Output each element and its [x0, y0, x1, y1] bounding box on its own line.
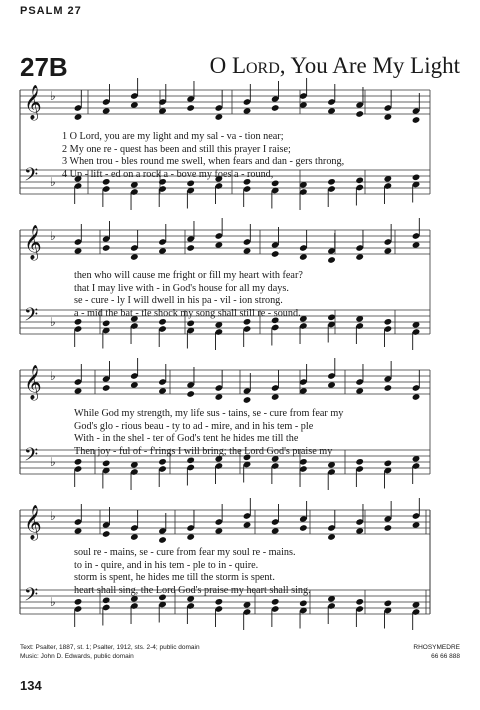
- treble-clef-icon: 𝄞: [24, 225, 42, 260]
- hymn-number: 27B: [20, 52, 68, 82]
- system-1-lyrics: [62, 131, 430, 181]
- note-head: [271, 598, 280, 606]
- note-head: [74, 598, 83, 606]
- flat-icon: ♭: [50, 315, 56, 329]
- tune-name: RHOSYMEDRE: [413, 644, 460, 651]
- note-head: [355, 458, 364, 466]
- note-head: [412, 116, 421, 124]
- flat-icon: ♭: [50, 175, 56, 189]
- note-head: [186, 390, 195, 398]
- treble-clef-icon: 𝄞: [24, 85, 42, 120]
- lyric-line: to in - quire, and in his tem - ple to in - quire.: [74, 559, 259, 571]
- note-head: [384, 524, 393, 532]
- flat-icon: ♭: [50, 455, 56, 469]
- music-credit: Music: John D. Edwards, public domain: [20, 653, 134, 660]
- note-head: [102, 597, 111, 605]
- text-credit: Text: Psalter, 1887, st. 1; Psalter, 1912, sts. 2-4; public domain: [20, 644, 200, 651]
- hymn-title: O Lord, You Are My Light: [209, 53, 460, 78]
- note-head: [384, 460, 393, 468]
- treble-clef-icon: 𝄞: [24, 505, 42, 540]
- treble-clef-icon: 𝄞: [24, 365, 42, 400]
- note-head: [299, 524, 308, 532]
- lyric-line: God's glo - rious beau - ty to ad - mire, and in his tem - ple: [74, 420, 314, 432]
- lyric-line: 1 O Lord, you are my light and my sal - va - tion near;: [62, 131, 284, 142]
- lyric-line: se - cure - ly I will dwell in his pa - vil - ion strong.: [74, 295, 283, 306]
- note-head: [215, 598, 224, 606]
- bass-clef-icon: 𝄢: [24, 585, 39, 610]
- meter: 66 66 888: [431, 653, 460, 660]
- lyric-line: 4 Up - lift - ed on a rock a - bove my foes a - round,: [62, 168, 274, 180]
- flat-icon: ♭: [50, 509, 56, 523]
- lyric-line: that I may live with - in God's house for all my days.: [74, 282, 289, 294]
- lyric-line: soul re - mains, se - cure from fear my soul re - mains.: [74, 547, 296, 558]
- footer-credits: [20, 643, 200, 661]
- page-number: 134: [20, 678, 42, 693]
- system-3-lyrics: [74, 408, 420, 458]
- note-head: [158, 458, 167, 466]
- note-head: [271, 104, 280, 112]
- note-head: [384, 384, 393, 392]
- note-head: [271, 250, 280, 258]
- note-head: [74, 458, 83, 466]
- flat-icon: ♭: [50, 595, 56, 609]
- note-head: [102, 244, 111, 252]
- note-head: [355, 110, 364, 118]
- bass-clef-icon: 𝄢: [24, 165, 39, 190]
- lyric-line: With - in the shel - ter of God's tent he hides me till the: [74, 433, 299, 444]
- flat-icon: ♭: [50, 369, 56, 383]
- note-head: [243, 396, 252, 404]
- note-head: [158, 536, 167, 544]
- note-head: [102, 320, 111, 328]
- note-head: [384, 600, 393, 608]
- lyric-line: 2 My one re - quest has been and still this prayer I raise;: [62, 143, 291, 155]
- lyric-line: While God my strength, my life sus - tains, se - cure from fear my: [74, 408, 344, 419]
- lyric-line: heart shall sing, the Lord God's praise my heart shall sing.: [74, 584, 311, 596]
- note-head: [355, 598, 364, 606]
- lyric-line: a - mid the bat - tle shock my song shall still re - sound.: [74, 307, 301, 319]
- system-4-lyrics: [74, 547, 408, 597]
- note-head: [299, 600, 308, 608]
- lyric-line: storm is spent, he hides me till the storm is spent.: [74, 572, 275, 583]
- lyric-line: then who will cause me fright or fill my heart with fear?: [74, 270, 303, 281]
- note-head: [102, 460, 111, 468]
- note-head: [186, 104, 195, 112]
- bass-clef-icon: 𝄢: [24, 305, 39, 330]
- note-head: [102, 384, 111, 392]
- bass-clef-icon: 𝄢: [24, 445, 39, 470]
- note-head: [327, 256, 336, 264]
- system-2-lyrics: [74, 270, 414, 320]
- flat-icon: ♭: [50, 89, 56, 103]
- lyric-line: Then joy - ful of - f'rings I will bring; the Lord God's praise my: [74, 445, 333, 457]
- lyric-line: 3 When trou - bles round me swell, when fears and dan - gers throng,: [62, 156, 345, 167]
- footer-tune: [413, 643, 460, 661]
- note-head: [186, 244, 195, 252]
- note-head: [186, 320, 195, 328]
- note-head: [102, 530, 111, 538]
- flat-icon: ♭: [50, 229, 56, 243]
- running-head: PSALM 27: [20, 5, 82, 17]
